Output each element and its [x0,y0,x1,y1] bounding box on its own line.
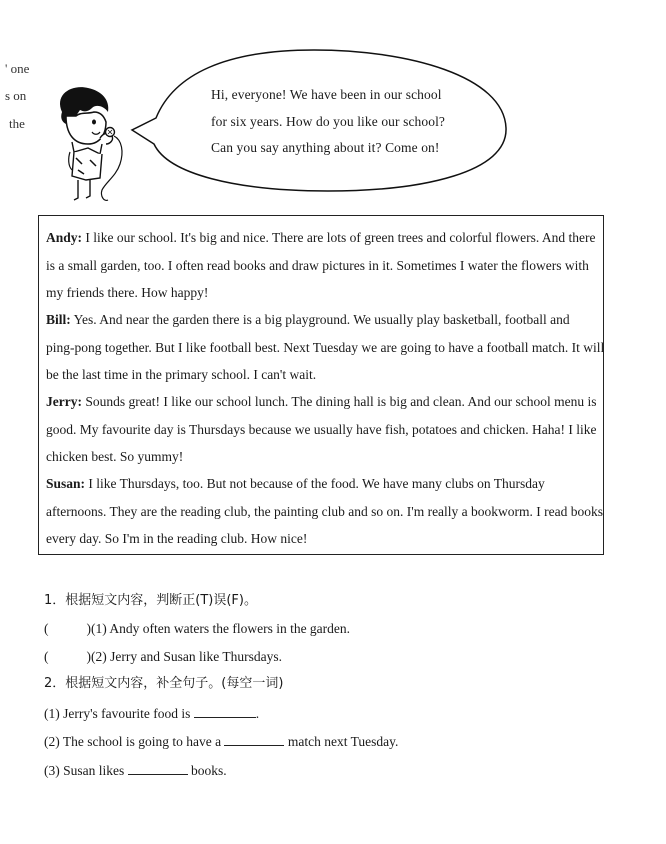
answer-blank[interactable] [128,762,188,775]
sentence-before: (1) Jerry's favourite food is [44,706,194,721]
fill-blank-item [44,762,227,778]
passage-line [46,231,596,245]
fill-blank-item [44,705,259,721]
answer-paren-open: ( [44,621,49,636]
answer-paren-open: ( [44,649,49,664]
passage-line: be the last time in the primary school. I can't wait. [46,367,317,382]
passage-text: I like Thursdays, too. But not because of the food. We have many clubs on Thursday [85,476,545,491]
true-false-statement: )(1) Andy often waters the flowers in the garden. [86,621,351,636]
passage-line: chicken best. So yummy! [46,449,184,464]
passage-line: is a small garden, too. I often read books and draw pictures in it. Sometimes I water the flowers with [46,258,589,273]
passage-line: every day. So I'm in the reading club. How nice! [46,531,308,546]
sentence-after: books. [187,763,227,778]
speech-bubble-line: Can you say anything about it? Come on! [211,140,440,155]
true-false-item [44,622,350,636]
passage-text: Yes. And near the garden there is a big playground. We usually play basketball, football and [70,312,570,327]
passage-line: my friends there. How happy! [46,285,209,300]
speaker-name-bill: Bill: [46,312,71,327]
answer-blank[interactable] [194,705,256,718]
reading-passage-box [38,215,604,555]
margin-fragment: s on [5,88,27,103]
passage-line: ping-pong together. But I like football best. Next Tuesday we are going to have a football match. It will [46,340,605,355]
speech-bubble-line: Hi, everyone! We have been in our school [211,87,442,102]
true-false-statement: )(2) Jerry and Susan like Thursdays. [86,649,282,664]
speaker-name-susan: Susan: [46,476,86,491]
boy-with-microphone-illustration [44,82,134,212]
sentence-before: (3) Susan likes [44,763,128,778]
passage-text: Sounds great! I like our school lunch. The dining hall is big and clean. And our school menu is [81,394,597,409]
margin-fragment: ' one [5,61,30,76]
answer-blank[interactable] [224,733,284,746]
speaker-name-jerry: Jerry: [46,394,82,409]
question-heading-true-false: 1．根据短文内容，判断正(T)误(F)。 [44,593,257,608]
true-false-item [44,650,282,664]
speaker-name-andy: Andy: [46,230,83,245]
passage-line [46,395,597,409]
sentence-after: . [255,706,260,721]
margin-fragment: the [9,116,25,131]
fill-blank-item [44,733,398,749]
sentence-after: match next Tuesday. [284,734,399,749]
passage-line: good. My favourite day is Thursdays because we usually have fish, potatoes and chicken. Haha! I like [46,422,597,437]
question-heading-fill-blank: 2．根据短文内容，补全句子。(每空一词) [44,676,284,691]
passage-text: I like our school. It's big and nice. There are lots of green trees and colorful flowers. And there [82,230,596,245]
passage-line [46,313,570,327]
passage-line: afternoons. They are the reading club, the painting club and so on. I'm really a bookworm. I read books [46,504,604,519]
speech-bubble-line: for six years. How do you like our school? [211,114,446,129]
sentence-before: (2) The school is going to have a [44,734,225,749]
passage-line [46,477,545,491]
